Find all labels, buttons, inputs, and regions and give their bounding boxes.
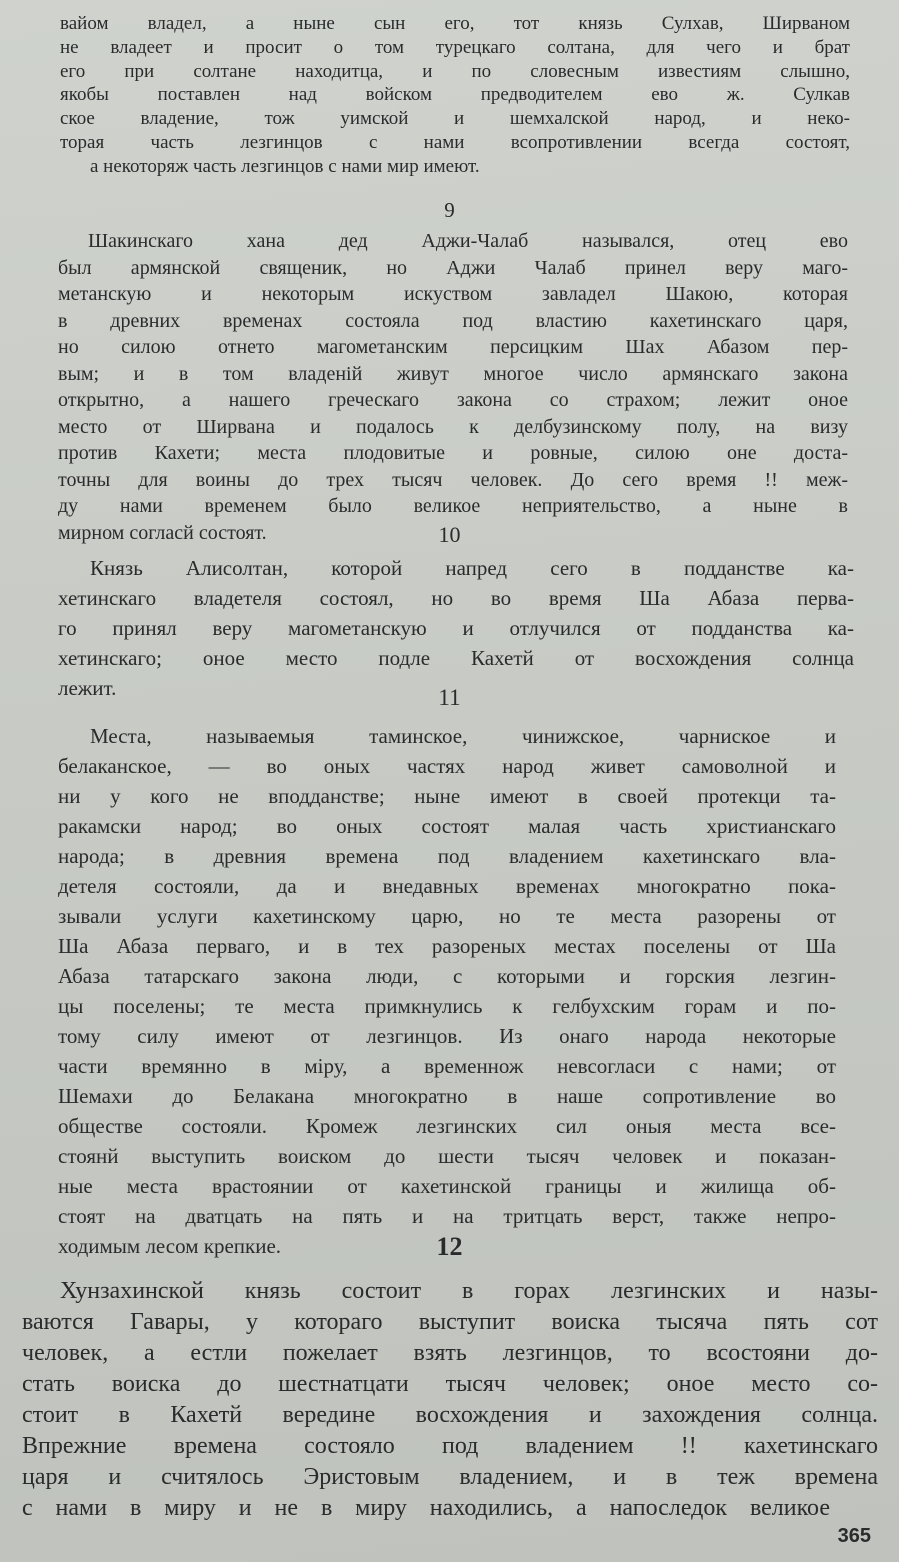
text-line: мирном согласй состоят.	[58, 521, 267, 544]
text-line: с нами в миру и не в миру находились, а напоследок великое	[22, 1495, 830, 1521]
text-line: ходимым лесом крепкие.	[58, 1234, 282, 1258]
text-line: лежит.	[58, 676, 117, 700]
section-10-number: 10	[438, 522, 461, 547]
text-line: ваются Гавары, у котораго выступит воиска тысяча пять сот	[22, 1309, 878, 1335]
text-line: зывали услуги кахетинскому царю, но те места разорены от	[58, 904, 836, 928]
text-line: Ша Абаза перваго, и в тех разореных местах поселены от Ша	[58, 934, 836, 958]
text-line: открытно, а нашего греческаго закона со страхом; лежит оное	[58, 389, 848, 411]
text-line: против Кахети; места плодовитые и ровные, силою оне доста-	[58, 442, 848, 464]
section-11-text	[58, 721, 836, 1261]
section-11-number: 11	[438, 685, 461, 710]
text-line: Шакинскаго хана дед Аджи-Чалаб назывался, отец ево	[88, 230, 848, 252]
text-line: стоит в Кахетй вередине восхождения и захождения солнца.	[22, 1402, 878, 1428]
section-12-text	[22, 1276, 878, 1524]
text-line: но силою отнето магометанским персицким Шах Абазом пер-	[58, 336, 848, 358]
text-line: стать воиска до шестнатцати тысяч человек; оное место со-	[22, 1371, 878, 1397]
text-line: ные места врастоянии от кахетинской границы и жилища об-	[58, 1174, 836, 1198]
text-line: точны для воины до трех тысяч человек. До сего время !! меж-	[58, 468, 848, 491]
text-line: в древних временах состояла под властию кахетинскаго царя,	[58, 309, 848, 332]
section-12-number: 12	[436, 1232, 463, 1261]
text-line: Впрежние времена состояло под владением !! кахетинскаго	[22, 1433, 878, 1459]
text-line: го принял веру магометанскую и отлучился от подданства ка-	[58, 616, 854, 640]
text-line: белаканское, — во оных частях народ живет самоволной и	[58, 754, 836, 778]
text-line: царя и считялось Эристовым владением, и в теж времена	[22, 1464, 878, 1490]
text-line: ни у кого не вподданстве; ныне имеют в своей протекци та-	[58, 784, 836, 808]
text-line: был армянской священик, но Аджи Чалаб принел веру маго-	[58, 256, 848, 279]
text-line: народа; в древния времена под владением кахетинскаго вла-	[58, 844, 836, 868]
section-9-text	[58, 228, 848, 546]
text-line: обществе состояли. Кромеж лезгинских сил оныя места все-	[58, 1114, 836, 1138]
text-line: стоят на дватцать на пять и на тритцать верст, также непро-	[58, 1204, 836, 1228]
text-line: якобы поставлен над войском предводителем ево ж. Сулкав	[60, 84, 850, 106]
text-line: цы поселены; те места примкнулись к гелбухским горам и по-	[58, 994, 836, 1018]
text-line: место от Ширвана и подалось к делбузинскому полу, на визу	[58, 415, 848, 438]
text-line: части времянно в міру, а временнож невсогласи с нами; от	[58, 1054, 836, 1078]
text-line: торая часть лезгинцов с нами всопротивлении всегда состоят,	[60, 131, 850, 153]
text-line: человек, а естли пожелает взять лезгинцов, то всостояни до-	[22, 1340, 878, 1366]
text-line: ду нами временем было великое неприятельство, а ныне в	[58, 495, 848, 517]
text-line: Абаза татарскаго закона люди, с которыми и горския лезгин-	[58, 964, 836, 988]
section-9-number: 9	[444, 198, 455, 222]
text-line: не владеет и просит о том турецкаго солтана, для чего и брат	[60, 36, 850, 58]
text-line: ракамски народ; во оных состоят малая часть христианскаго	[58, 814, 836, 838]
text-line: ское владение, тож уимской и шемхалской народ, и неко-	[60, 108, 850, 130]
text-line: хетинскаго владетеля состоял, но во время Ша Абаза перва-	[58, 586, 854, 610]
text-line: тому силу имеют от лезгинцов. Из онаго народа некоторые	[58, 1024, 836, 1048]
text-line: вым; и в том владеній живут многое число армянскаго закона	[58, 362, 848, 385]
text-line: хетинскаго; оное место подле Кахетй от восхождения солнца	[58, 646, 854, 670]
text-line: вайом владел, а ныне сын его, тот князь Сулхав, Ширваном	[60, 13, 850, 34]
text-line: Хунзахинской князь состоит в горах лезгинских и назы-	[60, 1278, 878, 1304]
paragraph-8-tail	[60, 12, 850, 179]
text-line: Князь Алисолтан, которой напред сего в подданстве ка-	[90, 556, 854, 580]
text-line: детеля состояли, да и внедавных временах многократно пока-	[58, 874, 836, 898]
text-line: а некоторяж часть лезгинцов с нами мир имеют.	[90, 155, 480, 177]
page-number: 365	[837, 1525, 871, 1547]
text-line: Места, называемыя таминское, чинижское, чарниское и	[90, 724, 836, 748]
text-line: Шемахи до Белакана многократно в наше сопротивление во	[58, 1084, 836, 1108]
text-line: стоянй выступить воиском до шести тысяч человек и показан-	[58, 1144, 836, 1168]
text-line: его при солтане находитца, и по словесным известиям слышно,	[60, 60, 850, 82]
text-line: метанскую и некоторым искуством завладел Шакою, которая	[58, 283, 848, 305]
section-10-text	[58, 553, 854, 703]
